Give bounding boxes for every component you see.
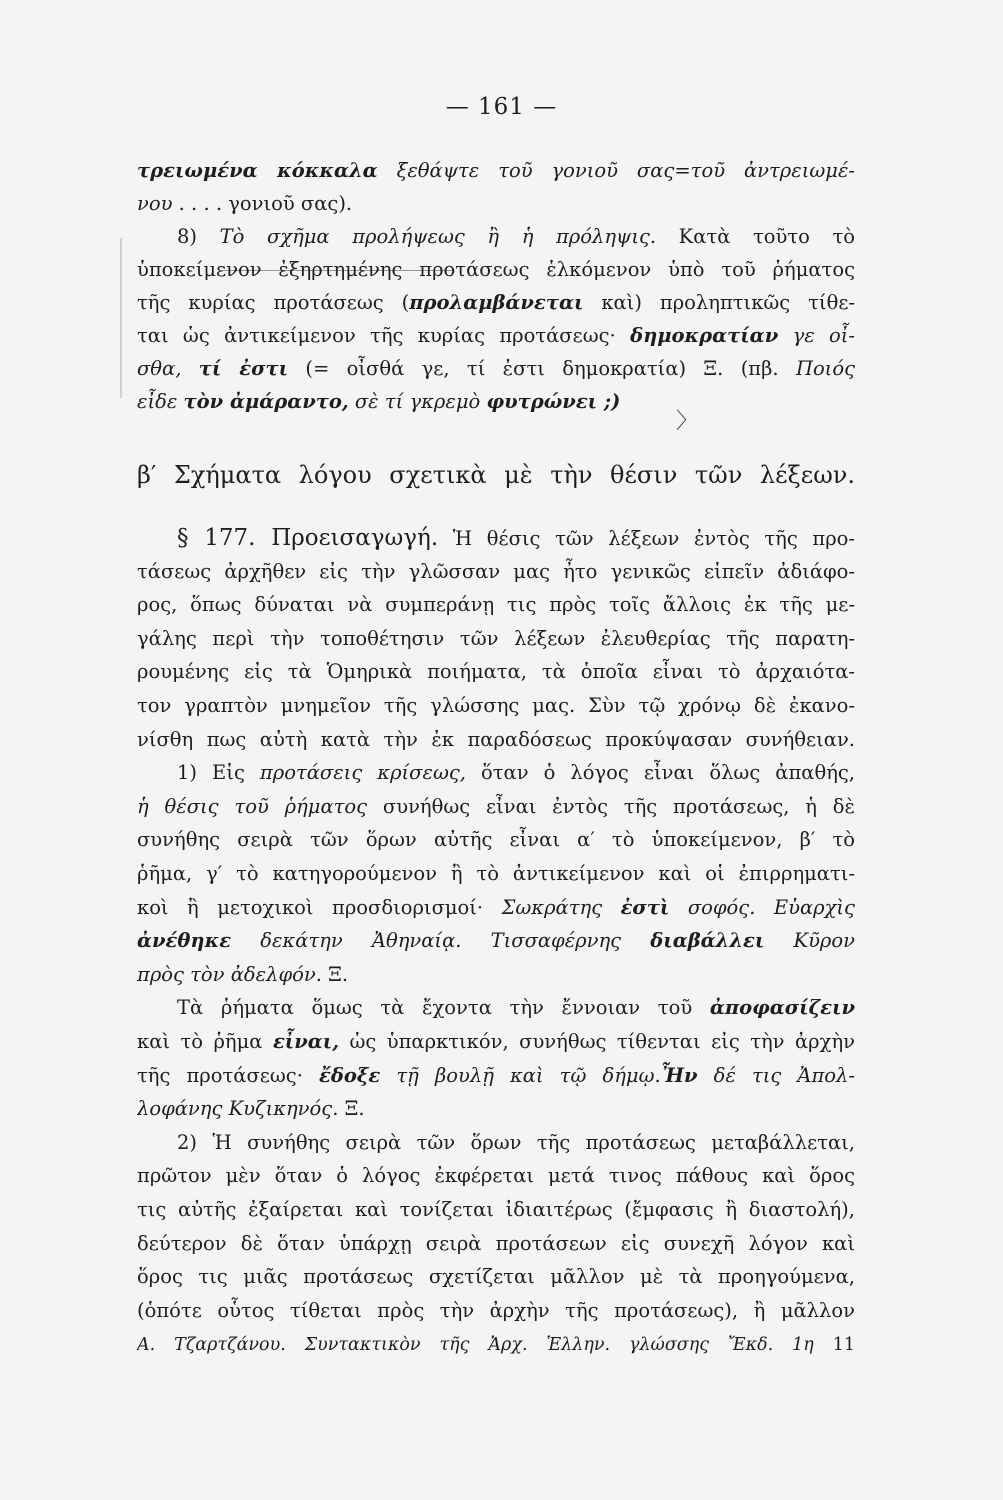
text-run: συνήθης σειρὰ τῶν ὅρων αὐτῆς εἶναι α′ τὸ ὑποκείμενον, β′ τὸ [137,828,855,852]
text-run: Ἡ θέσις τῶν λέξεων ἐντὸς τῆς προ- [438,527,855,550]
text-line [137,1263,855,1291]
text-run: τῆς κυρίας προτάσεως ( [137,291,410,314]
text-line [137,1095,855,1123]
text-run: 8) [177,225,220,248]
text-line [137,658,855,686]
text-run: Ποιός [795,357,855,380]
text-line [137,826,855,854]
text-run: τῆς προτάσεως· [137,1063,320,1087]
text-line [137,157,855,185]
text-run: Ἦν [660,1063,698,1087]
text-line [137,1162,855,1190]
text-run: προτάσεις κρίσεως, [259,761,466,785]
text-run: δεύτερον δὲ ὅταν ὑπάρχῃ σειρὰ προτάσεων εἰς συνεχῆ λόγον καὶ [137,1231,855,1255]
text-run: σοφός. Εὐαρχὶς [669,895,855,919]
text-line [137,625,855,653]
text-run: ρος, ὅπως δύναται νὰ συμπεράνῃ τις πρὸς τοῖς ἄλλοις ἐκ τῆς με- [137,593,855,617]
text-line [137,355,855,383]
text-line [177,994,855,1022]
text-run: δεκάτην Ἀθηναίᾳ. Τισσαφέρνης [231,929,651,953]
text-line [137,1196,855,1224]
text-run: νίσθη πως αὐτὴ κατὰ τὴν ἐκ παραδόσεως προκύψασαν συνήθειαν. [137,727,855,751]
text-run: διαβάλλει [650,929,765,953]
text-run: ῥῆμα, γ′ τὸ κατηγορούμενον ἢ τὸ ἀντικείμενον καὶ οἱ ἐπιρρηματι- [137,862,855,885]
text-run: ἡ θέσις τοῦ ῥήματος [137,794,368,818]
text-run: ξεθάψτε τοῦ γονιοῦ σας=τοῦ ἀντρειωμέ- [377,159,855,182]
text-run: συνήθως εἶναι ἐντὸς τῆς προτάσεως, ἡ δὲ [367,794,855,818]
text-line [137,1297,855,1325]
text-line [137,793,855,821]
text-run: (= οἶσθά γε, τί ἐστι δημοκρατία) Ξ. (πβ. [288,357,796,380]
text-line [137,388,855,416]
text-run: ἐστὶ [620,895,670,919]
section-heading: β′ Σχήματα λόγου σχετικὰ μὲ τὴν θέσιν τῶν λέξεων. [137,461,855,489]
text-run: τὸν ἀμάραντο, [183,390,349,413]
text-run: νου [137,192,173,215]
footer-book-title: Α. Τζαρτζάνου. Συντακτικὸν τῆς Ἀρχ. Ἑλλην. γλώσσης Ἔκδ. 1η [137,1335,814,1355]
text-run: πρῶτον μὲν ὅταν ὁ λόγος ἐκφέρεται μετά τινος πάθους καὶ ὅρος [137,1164,855,1188]
text-line [177,1129,855,1157]
margin-pencil-mark [120,238,122,398]
text-line [137,1062,855,1090]
text-line [137,1230,855,1258]
text-line [137,1028,855,1056]
text-run: σὲ τί γκρεμὸ [348,390,487,413]
text-run: λοφάνης Κυζικηνός. [137,1097,339,1121]
text-run: 1) Εἰς [177,761,260,785]
text-run: τις αὐτῆς ἐξαίρεται καὶ τονίζεται ἰδιαιτέρως (ἔμφασις ἢ διαστολή), [137,1198,855,1221]
text-run: τον γραπτὸν μνημεῖον τῆς γλώσσης μας. Σὺν τῷ χρόνῳ δὲ ἐκανο- [137,694,855,717]
text-run: σθα, [137,357,199,380]
text-line [177,524,855,553]
text-run: τί ἐστι [198,357,289,380]
text-run: καὶ τὸ ῥῆμα [137,1030,273,1053]
text-line [137,927,855,955]
text-run: εἶναι, [272,1030,339,1053]
text-run: Κατὰ τοῦτο τὸ [656,225,855,248]
text-run: Τὸ σχῆμα προλήψεως ἢ ἡ πρόληψις. [219,225,657,248]
text-line [137,726,855,754]
text-run: ἀνέθηκε [137,929,232,953]
angle-bracket-mark: 〉 [676,409,699,434]
text-line [137,558,855,586]
text-run: Τὰ ῥήματα ὅμως τὰ ἔχοντα τὴν ἔννοιαν τοῦ [177,996,710,1020]
text-run: Ξ. [338,1097,365,1121]
text-run: δημοκρατίαν [630,324,779,347]
text-run: ὅταν ὁ λόγος εἶναι ὅλως ἀπαθής, [465,761,855,785]
signature-number: 11 [832,1335,855,1355]
text-run: ὡς ὑπαρκτικόν, συνήθως τίθενται εἰς τὴν ἀρχὴν [339,1030,855,1053]
text-run: Κῦρον [764,929,855,953]
text-line [137,190,855,218]
text-run: ὅρος τις μιᾶς προτάσεως σχετίζεται μᾶλλον μὲ τὰ προηγούμενα, [137,1265,855,1289]
text-line [137,692,855,720]
text-run: καὶ) προληπτικῶς τίθε- [583,291,855,314]
text-run: εἶδε [137,390,184,413]
text-run: § 177. Προεισαγωγή. [177,525,439,551]
text-run: γάλης περὶ τὴν τοποθέτησιν τῶν λέξεων ἐλευθερίας τῆς παρατη- [137,626,855,650]
text-run: ἔδοξε [319,1063,381,1087]
text-line [137,322,855,350]
text-line [137,256,855,284]
text-run: φυτρώνει ;) [486,390,621,413]
text-run: ρουμένης εἰς τὰ Ὁμηρικὰ ποιήματα, τὰ ὁποῖα εἶναι τὸ ἀρχαιότα- [137,660,855,684]
text-run: ὑποκείμενον ἐξηρτημένης προτάσεως ἑλκόμενον ὑπὸ τοῦ ῥήματος [137,258,855,281]
text-run: Σωκράτης [501,895,621,919]
text-line [137,289,855,317]
text-line [177,759,855,787]
text-line [137,860,855,888]
text-run: (ὁπότε οὗτος τίθεται πρὸς τὴν ἀρχὴν τῆς προτάσεως), ἢ μᾶλλον [137,1298,855,1322]
text-run: ἀποφασίζειν [709,996,855,1020]
text-run: κοὶ ἢ μετοχικοὶ προσδιορισμοί· [137,895,502,919]
text-run: ται ὡς ἀντικείμενον τῆς κυρίας προτάσεως· [137,324,631,347]
text-line [137,591,855,619]
text-line [137,894,855,922]
text-run: . . . . γονιοῦ σας). [172,192,353,215]
text-run: 2) Ἡ συνήθης σειρὰ τῶν ὅρων τῆς προτάσεως μεταβάλλεται, [177,1130,855,1154]
text-run: τάσεως ἀρχῆθεν εἰς τὴν γλῶσσαν μας ἦτο γενικῶς εἰπεῖν ἀδιάφο- [137,559,855,583]
page-number: — 161 — [445,94,558,120]
text-run: δέ τις Ἀπολ- [697,1063,855,1087]
text-run: τρειωμένα κόκκαλα [137,159,378,182]
text-run: γε οἶ- [778,324,855,347]
text-run: πρὸς τὸν ἀδελφόν. [137,962,322,986]
footer-signature-line [137,1332,855,1358]
text-run: Ξ. [321,962,349,986]
text-line [137,961,855,989]
text-run: προλαμβάνεται [409,291,584,314]
text-run: τῇ βουλῇ καὶ τῷ δήμῳ. [380,1063,661,1087]
text-line [177,223,855,251]
